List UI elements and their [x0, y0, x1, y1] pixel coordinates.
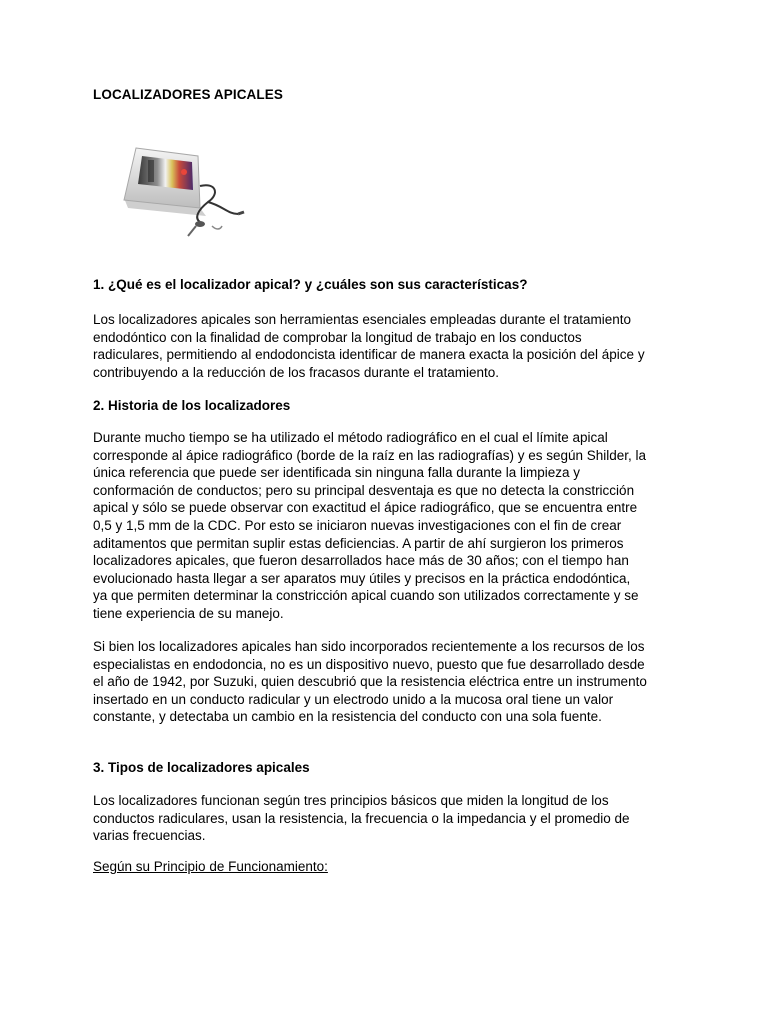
text-line: conductos radiculares, usan la resistencia, la frecuencia o la impedancia y el promedio de	[93, 810, 630, 826]
text-line: constante, y detectaba un cambio en la resistencia del conducto con una sola fuente.	[93, 709, 602, 725]
text-line: ya que permiten determinar la constricción apical cuando son utilizados correctamente y se	[93, 588, 639, 604]
section-3-subheading: Según su Principio de Funcionamiento:	[93, 859, 328, 874]
text-line: tiene experiencia de su manejo.	[93, 605, 284, 621]
text-line: aditamentos que permitan suplir estas deficiencias. A partir de ahí surgieron los primeros	[93, 535, 624, 551]
text-line: localizadores apicales, que fueron desarrollados hace más de 30 años; con el tiempo han	[93, 553, 629, 569]
section-3-paragraph-1	[93, 792, 693, 845]
text-line: Los localizadores funcionan según tres principios básicos que miden la longitud de los	[93, 793, 609, 808]
text-line: Si bien los localizadores apicales han sido incorporados recientemente a los recursos de los	[93, 639, 645, 654]
text-line: evolucionado hasta llegar a ser aparatos muy útiles y precisos en la práctica endodóntica,	[93, 570, 631, 586]
section-1-heading: 1. ¿Qué es el localizador apical? y ¿cuáles son sus características?	[93, 277, 528, 292]
section-2-paragraph-2	[93, 638, 693, 726]
text-line: el año de 1942, por Suzuki, quien descubrió que la resistencia eléctrica entre un instrumento	[93, 674, 647, 690]
section-3-heading: 3. Tipos de localizadores apicales	[93, 760, 310, 775]
document-title: LOCALIZADORES APICALES	[93, 87, 283, 102]
text-line: conformación de conductos; pero su principal desventaja es que no detecta la constricción	[93, 482, 635, 498]
text-line: especialistas en endodoncia, no es un dispositivo nuevo, puesto que fue desarrollado desde	[93, 656, 645, 672]
apex-locator-device-icon	[88, 128, 274, 248]
text-line: Los localizadores apicales son herramientas esenciales empleadas durante el tratamiento	[93, 312, 632, 327]
text-line: apical y sólo se puede observar con exactitud el ápice radiográfico, que se encuentra entre	[93, 500, 638, 516]
text-line: varias frecuencias.	[93, 828, 206, 844]
text-line: contribuyendo a la reducción de los fracasos durante el tratamiento.	[93, 364, 499, 380]
section-2-heading: 2. Historia de los localizadores	[93, 398, 291, 413]
text-line: insertado en un conducto radicular y un electrodo unido a la mucosa oral tiene un valor	[93, 691, 614, 707]
text-line: Durante mucho tiempo se ha utilizado el método radiográfico en el cual el límite apical	[93, 430, 608, 445]
text-line: única referencia que puede ser identificada sin ninguna falla durante la limpieza y	[93, 465, 581, 481]
section-1-paragraph-1	[93, 311, 693, 381]
text-line: radiculares, permitiendo al endodoncista identificar de manera exacta la posición del ápice y	[93, 347, 645, 363]
text-line: 0,5 y 1,5 mm de la CDC. Por esto se iniciaron nuevas investigaciones con el fin de crear	[93, 517, 622, 533]
text-line: endodóntico con la finalidad de comprobar la longitud de trabajo en los conductos	[93, 329, 582, 345]
text-line: corresponde al ápice radiográfico (borde de la raíz en las radiografías) y es según Shilder, la	[93, 447, 647, 463]
section-2-paragraph-1	[93, 429, 693, 623]
